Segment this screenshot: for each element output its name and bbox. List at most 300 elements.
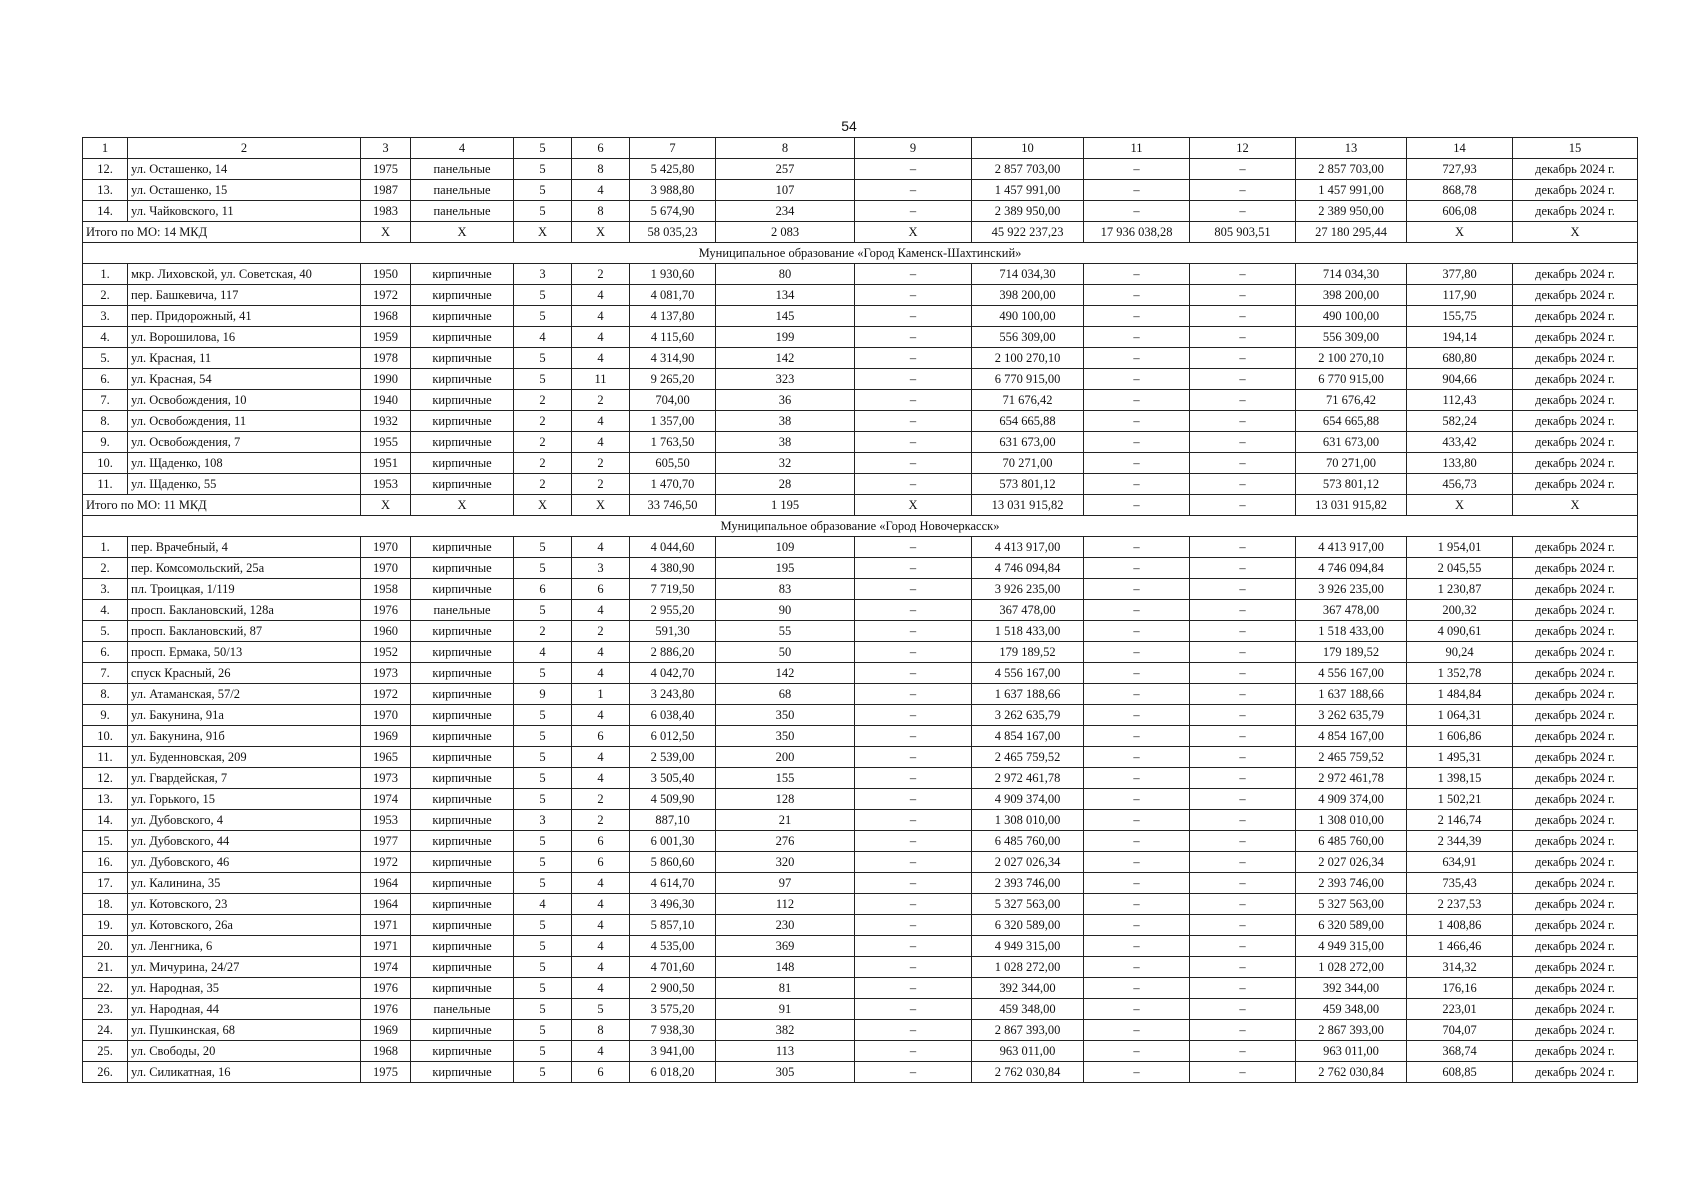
table-cell: декабрь 2024 г. [1513, 789, 1638, 810]
table-cell: 6 [572, 852, 630, 873]
table-cell: 2 [514, 432, 572, 453]
table-cell: пл. Троицкая, 1/119 [128, 579, 361, 600]
table-row [83, 558, 1638, 579]
table-cell: – [1190, 1062, 1296, 1083]
total-cell: 1 195 [716, 495, 855, 516]
table-cell: – [1190, 621, 1296, 642]
table-cell: – [1190, 789, 1296, 810]
table-cell: 1976 [361, 600, 411, 621]
table-cell: кирпичные [411, 747, 514, 768]
table-cell: 4 [572, 432, 630, 453]
table-cell: 4 [572, 600, 630, 621]
table-cell: 608,85 [1407, 1062, 1513, 1083]
table-cell: ул. Свободы, 20 [128, 1041, 361, 1062]
table-cell: – [1190, 873, 1296, 894]
table-cell: 377,80 [1407, 264, 1513, 285]
table-cell: 4 090,61 [1407, 621, 1513, 642]
table-cell: декабрь 2024 г. [1513, 873, 1638, 894]
table-cell: 83 [716, 579, 855, 600]
table-cell: 591,30 [630, 621, 716, 642]
table-cell: кирпичные [411, 1020, 514, 1041]
table-cell: 2 [572, 810, 630, 831]
column-number-cell: 8 [716, 138, 855, 159]
table-cell: кирпичные [411, 789, 514, 810]
table-cell: – [1084, 411, 1190, 432]
table-cell: панельные [411, 201, 514, 222]
table-cell: декабрь 2024 г. [1513, 348, 1638, 369]
table-cell: кирпичные [411, 348, 514, 369]
table-cell: 556 309,00 [1296, 327, 1407, 348]
table-cell: панельные [411, 180, 514, 201]
table-cell: 573 801,12 [972, 474, 1084, 495]
table-cell: 148 [716, 957, 855, 978]
table-cell: – [1190, 159, 1296, 180]
table-cell: – [855, 747, 972, 768]
table-cell: декабрь 2024 г. [1513, 1020, 1638, 1041]
table-cell: – [1084, 1041, 1190, 1062]
table-cell: кирпичные [411, 726, 514, 747]
table-cell: декабрь 2024 г. [1513, 537, 1638, 558]
housing-register-table [82, 137, 1638, 1083]
table-cell: 704,07 [1407, 1020, 1513, 1041]
table-cell: ул. Ворошилова, 16 [128, 327, 361, 348]
column-number-cell: 7 [630, 138, 716, 159]
page-number: 54 [841, 118, 857, 134]
table-cell: 5 [514, 936, 572, 957]
table-cell: 6. [83, 642, 128, 663]
table-cell: 1 308 010,00 [972, 810, 1084, 831]
total-cell: X [855, 222, 972, 243]
table-cell: 18. [83, 894, 128, 915]
table-cell: – [1190, 201, 1296, 222]
table-cell: 4 [514, 642, 572, 663]
table-cell: – [855, 306, 972, 327]
table-cell: – [1190, 684, 1296, 705]
table-cell: 2 465 759,52 [972, 747, 1084, 768]
table-cell: 55 [716, 621, 855, 642]
table-cell: 91 [716, 999, 855, 1020]
table-cell: 5 [514, 1062, 572, 1083]
table-cell: – [1190, 558, 1296, 579]
column-number-cell: 11 [1084, 138, 1190, 159]
table-cell: декабрь 2024 г. [1513, 432, 1638, 453]
table-cell: декабрь 2024 г. [1513, 600, 1638, 621]
table-cell: – [1190, 348, 1296, 369]
table-row [83, 432, 1638, 453]
table-cell: 5 [514, 957, 572, 978]
column-number-cell: 9 [855, 138, 972, 159]
table-cell: 4 [572, 642, 630, 663]
table-cell: ул. Дубовского, 46 [128, 852, 361, 873]
table-cell: 4 [572, 915, 630, 936]
table-cell: 4 [572, 348, 630, 369]
table-cell: – [1084, 810, 1190, 831]
table-cell: 1 518 433,00 [1296, 621, 1407, 642]
table-cell: – [855, 201, 972, 222]
table-cell: 155,75 [1407, 306, 1513, 327]
total-cell: 13 031 915,82 [972, 495, 1084, 516]
table-cell: 2 972 461,78 [972, 768, 1084, 789]
table-cell: 1 457 991,00 [972, 180, 1084, 201]
table-cell: 3 505,40 [630, 768, 716, 789]
total-cell: – [1190, 495, 1296, 516]
total-cell: X [514, 495, 572, 516]
table-cell: – [1084, 558, 1190, 579]
table-cell: 1987 [361, 180, 411, 201]
total-cell: X [514, 222, 572, 243]
table-cell: ул. Бакунина, 91а [128, 705, 361, 726]
table-cell: 1 637 188,66 [972, 684, 1084, 705]
table-cell: – [1084, 705, 1190, 726]
table-cell: 2 393 746,00 [972, 873, 1084, 894]
table-cell: 4 [572, 873, 630, 894]
table-cell: 2 972 461,78 [1296, 768, 1407, 789]
table-cell: – [1190, 726, 1296, 747]
column-number-cell: 2 [128, 138, 361, 159]
table-row [83, 159, 1638, 180]
table-cell: 1940 [361, 390, 411, 411]
table-cell: 2. [83, 285, 128, 306]
table-cell: кирпичные [411, 621, 514, 642]
table-cell: 5 [514, 663, 572, 684]
table-cell: 5 860,60 [630, 852, 716, 873]
table-cell: 4. [83, 327, 128, 348]
table-cell: 3. [83, 306, 128, 327]
table-cell: декабрь 2024 г. [1513, 1041, 1638, 1062]
table-cell: 1972 [361, 684, 411, 705]
table-cell: 5 [514, 726, 572, 747]
table-cell: 714 034,30 [1296, 264, 1407, 285]
table-cell: 5 [514, 348, 572, 369]
table-cell: 22. [83, 978, 128, 999]
table-cell: – [855, 390, 972, 411]
table-cell: 1969 [361, 1020, 411, 1041]
table-cell: – [1084, 348, 1190, 369]
table-cell: – [855, 1020, 972, 1041]
table-cell: 6 [572, 726, 630, 747]
table-cell: 128 [716, 789, 855, 810]
table-cell: кирпичные [411, 453, 514, 474]
table-cell: 605,50 [630, 453, 716, 474]
table-cell: 1 [572, 684, 630, 705]
table-cell: 97 [716, 873, 855, 894]
table-cell: пер. Башкевича, 117 [128, 285, 361, 306]
table-cell: 68 [716, 684, 855, 705]
table-row [83, 705, 1638, 726]
table-cell: 6 [572, 579, 630, 600]
table-cell: – [1190, 285, 1296, 306]
table-cell: кирпичные [411, 474, 514, 495]
table-cell: 230 [716, 915, 855, 936]
table-cell: 4 380,90 [630, 558, 716, 579]
table-cell: 5 857,10 [630, 915, 716, 936]
table-cell: кирпичные [411, 264, 514, 285]
table-cell: 680,80 [1407, 348, 1513, 369]
table-cell: 4 949 315,00 [1296, 936, 1407, 957]
table-cell: 4 556 167,00 [972, 663, 1084, 684]
table-cell: 2 389 950,00 [1296, 201, 1407, 222]
table-cell: 7 938,30 [630, 1020, 716, 1041]
table-cell: – [1084, 852, 1190, 873]
column-number-cell: 6 [572, 138, 630, 159]
table-cell: 3 941,00 [630, 1041, 716, 1062]
table-cell: 314,32 [1407, 957, 1513, 978]
table-row [83, 1020, 1638, 1041]
table-cell: кирпичные [411, 285, 514, 306]
total-label: Итого по МО: 14 МКД [83, 222, 361, 243]
table-cell: 155 [716, 768, 855, 789]
table-cell: 142 [716, 348, 855, 369]
table-cell: 6 320 589,00 [972, 915, 1084, 936]
table-cell: 17. [83, 873, 128, 894]
total-cell: X [361, 495, 411, 516]
table-cell: 2 100 270,10 [972, 348, 1084, 369]
table-cell: – [855, 537, 972, 558]
table-cell: 5 [514, 369, 572, 390]
table-cell: декабрь 2024 г. [1513, 369, 1638, 390]
table-cell: 50 [716, 642, 855, 663]
table-row [83, 411, 1638, 432]
table-cell: 1. [83, 537, 128, 558]
table-cell: 1 308 010,00 [1296, 810, 1407, 831]
table-cell: 8. [83, 684, 128, 705]
table-cell: декабрь 2024 г. [1513, 621, 1638, 642]
table-cell: – [855, 663, 972, 684]
table-cell: – [855, 369, 972, 390]
table-cell: 7. [83, 663, 128, 684]
table-cell: – [855, 1062, 972, 1083]
table-cell: 5 [514, 768, 572, 789]
table-cell: 5 327 563,00 [972, 894, 1084, 915]
table-cell: – [855, 348, 972, 369]
table-cell: 5 [514, 600, 572, 621]
table-cell: 9. [83, 705, 128, 726]
table-cell: 6 770 915,00 [1296, 369, 1407, 390]
table-cell: кирпичные [411, 327, 514, 348]
column-number-cell: 12 [1190, 138, 1296, 159]
table-cell: 382 [716, 1020, 855, 1041]
table-cell: 1968 [361, 1041, 411, 1062]
table-cell: 4 081,70 [630, 285, 716, 306]
table-cell: – [1084, 453, 1190, 474]
table-row [83, 726, 1638, 747]
table-cell: 1952 [361, 642, 411, 663]
table-cell: 1 408,86 [1407, 915, 1513, 936]
table-cell: ул. Чайковского, 11 [128, 201, 361, 222]
table-cell: декабрь 2024 г. [1513, 306, 1638, 327]
table-cell: 38 [716, 411, 855, 432]
table-cell: 4 909 374,00 [972, 789, 1084, 810]
table-cell: кирпичные [411, 894, 514, 915]
table-cell: 24. [83, 1020, 128, 1041]
table-cell: 1 352,78 [1407, 663, 1513, 684]
table-cell: – [855, 768, 972, 789]
table-cell: 1964 [361, 873, 411, 894]
table-row [83, 306, 1638, 327]
table-cell: 1970 [361, 705, 411, 726]
table-cell: – [1190, 747, 1296, 768]
table-cell: – [855, 999, 972, 1020]
table-cell: кирпичные [411, 369, 514, 390]
table-cell: 3 575,20 [630, 999, 716, 1020]
table-cell: кирпичные [411, 1041, 514, 1062]
table-cell: ул. Калинина, 35 [128, 873, 361, 894]
table-cell: 109 [716, 537, 855, 558]
table-cell: 1978 [361, 348, 411, 369]
table-cell: – [1084, 285, 1190, 306]
table-row [83, 936, 1638, 957]
table-cell: ул. Народная, 44 [128, 999, 361, 1020]
table-row [83, 831, 1638, 852]
column-number-cell: 4 [411, 138, 514, 159]
table-cell: – [1190, 432, 1296, 453]
table-cell: 4 [572, 747, 630, 768]
table-cell: – [1190, 705, 1296, 726]
table-cell: – [855, 873, 972, 894]
total-cell: X [855, 495, 972, 516]
table-cell: 2 762 030,84 [972, 1062, 1084, 1083]
table-cell: декабрь 2024 г. [1513, 264, 1638, 285]
table-cell: – [855, 600, 972, 621]
table-cell: – [1190, 831, 1296, 852]
table-cell: 90 [716, 600, 855, 621]
table-cell: 11 [572, 369, 630, 390]
table-cell: 1 466,46 [1407, 936, 1513, 957]
table-cell: – [855, 894, 972, 915]
table-cell: 4 [572, 663, 630, 684]
table-cell: – [1084, 978, 1190, 999]
table-row [83, 684, 1638, 705]
table-cell: – [1190, 453, 1296, 474]
table-cell: – [1190, 936, 1296, 957]
table-cell: 9. [83, 432, 128, 453]
table-cell: 1974 [361, 957, 411, 978]
table-cell: 1950 [361, 264, 411, 285]
table-cell: 199 [716, 327, 855, 348]
table-cell: 1 064,31 [1407, 705, 1513, 726]
table-cell: – [1190, 390, 1296, 411]
table-row [83, 999, 1638, 1020]
table-cell: – [855, 621, 972, 642]
table-cell: 606,08 [1407, 201, 1513, 222]
table-cell: – [1084, 621, 1190, 642]
table-cell: 1953 [361, 810, 411, 831]
table-cell: 2 [572, 789, 630, 810]
table-cell: декабрь 2024 г. [1513, 285, 1638, 306]
table-row [83, 747, 1638, 768]
table-cell: 2 344,39 [1407, 831, 1513, 852]
table-cell: 5 [514, 201, 572, 222]
table-cell: 3. [83, 579, 128, 600]
total-cell: 805 903,51 [1190, 222, 1296, 243]
table-cell: 704,00 [630, 390, 716, 411]
table-cell: 2 857 703,00 [1296, 159, 1407, 180]
table-cell: 1953 [361, 474, 411, 495]
table-cell: 3 243,80 [630, 684, 716, 705]
table-cell: – [1084, 1020, 1190, 1041]
table-cell: кирпичные [411, 978, 514, 999]
table-cell: декабрь 2024 г. [1513, 936, 1638, 957]
table-cell: – [855, 789, 972, 810]
table-cell: 1 398,15 [1407, 768, 1513, 789]
column-number-row [83, 138, 1638, 159]
table-cell: – [1190, 978, 1296, 999]
table-cell: 90,24 [1407, 642, 1513, 663]
table-cell: кирпичные [411, 558, 514, 579]
table-cell: 1971 [361, 936, 411, 957]
table-cell: 2 867 393,00 [1296, 1020, 1407, 1041]
table-cell: 194,14 [1407, 327, 1513, 348]
table-row [83, 873, 1638, 894]
table-cell: 223,01 [1407, 999, 1513, 1020]
table-cell: 4 909 374,00 [1296, 789, 1407, 810]
table-cell: 1932 [361, 411, 411, 432]
table-row [83, 621, 1638, 642]
table-cell: 4 044,60 [630, 537, 716, 558]
table-cell: 2 867 393,00 [972, 1020, 1084, 1041]
table-cell: ул. Красная, 54 [128, 369, 361, 390]
table-cell: 4 137,80 [630, 306, 716, 327]
table-cell: – [855, 831, 972, 852]
table-cell: 1972 [361, 852, 411, 873]
table-cell: 14. [83, 810, 128, 831]
table-cell: кирпичные [411, 873, 514, 894]
table-cell: 2 389 950,00 [972, 201, 1084, 222]
table-cell: 4 854 167,00 [1296, 726, 1407, 747]
table-cell: 6 485 760,00 [972, 831, 1084, 852]
table-cell: 16. [83, 852, 128, 873]
table-cell: кирпичные [411, 684, 514, 705]
table-cell: 4 701,60 [630, 957, 716, 978]
table-cell: – [855, 642, 972, 663]
table-cell: 1959 [361, 327, 411, 348]
table-cell: 1. [83, 264, 128, 285]
table-cell: 1 763,50 [630, 432, 716, 453]
table-cell: – [1084, 894, 1190, 915]
table-cell: 4 [572, 285, 630, 306]
table-cell: 19. [83, 915, 128, 936]
section-title-row [83, 516, 1638, 537]
table-cell: 1969 [361, 726, 411, 747]
table-cell: – [855, 957, 972, 978]
table-cell: 2 027 026,34 [1296, 852, 1407, 873]
table-cell: 1 518 433,00 [972, 621, 1084, 642]
total-cell: X [411, 495, 514, 516]
table-cell: 6 012,50 [630, 726, 716, 747]
table-cell: – [855, 810, 972, 831]
section-title-row [83, 243, 1638, 264]
table-cell: декабрь 2024 г. [1513, 642, 1638, 663]
column-number-cell: 15 [1513, 138, 1638, 159]
section-title: Муниципальное образование «Город Новочеркасск» [83, 516, 1638, 537]
table-cell: пер. Комсомольский, 25а [128, 558, 361, 579]
table-cell: 1973 [361, 768, 411, 789]
table-cell: 5 [514, 852, 572, 873]
table-cell: 4 [572, 894, 630, 915]
table-cell: 3 262 635,79 [1296, 705, 1407, 726]
table-cell: 392 344,00 [1296, 978, 1407, 999]
table-cell: 2 [514, 453, 572, 474]
table-cell: просп. Баклановский, 87 [128, 621, 361, 642]
table-cell: – [1084, 873, 1190, 894]
table-cell: 369 [716, 936, 855, 957]
table-cell: 4 [572, 411, 630, 432]
table-cell: 456,73 [1407, 474, 1513, 495]
table-cell: ул. Бакунина, 91б [128, 726, 361, 747]
table-cell: 2 393 746,00 [1296, 873, 1407, 894]
total-cell: X [411, 222, 514, 243]
table-cell: – [855, 264, 972, 285]
